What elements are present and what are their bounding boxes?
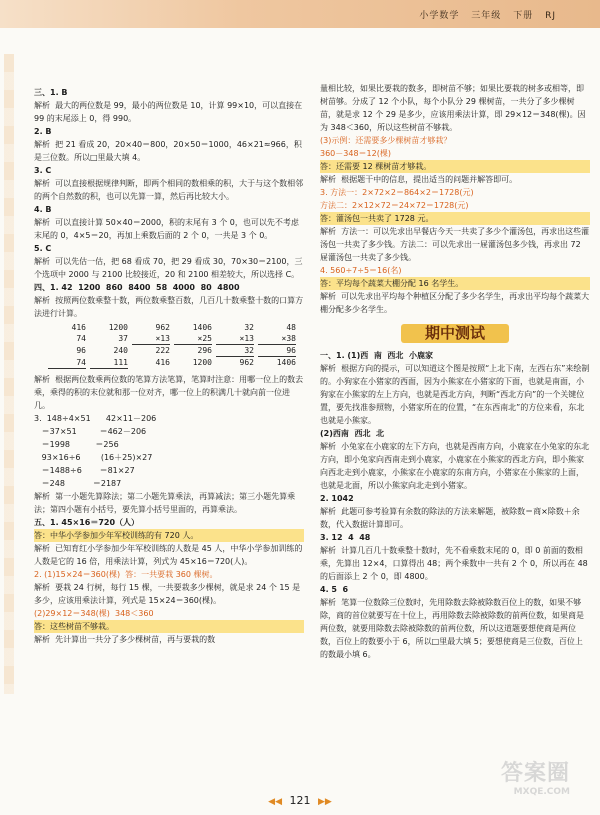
answer-line: 解析 小兔家在小鹿家的左下方向，也就是西南方向，小鹿家在小兔家的东北方向，即小兔家向西南走到小鹿家，小鹿家在小熊家的西北方向，即小熊家向西北走到小鹿家，小熊家在小鹿家的东南方向，小猪家在小熊家的上面，也就是北面，所以小熊家向北走到小猪家。 [320, 442, 590, 490]
answer-line: (2)西南 西北 北 [320, 429, 385, 438]
calc-cell: 240 [113, 346, 128, 355]
header-band [0, 0, 600, 28]
answer-line: 2. (1)15×24＝360(棵) 答：一共要栽 360 棵树。 [34, 570, 218, 579]
calc-cell: 32 [216, 345, 254, 357]
answer-line: 3. C [34, 166, 52, 175]
answer-line: 5. C [34, 244, 52, 253]
answer-line: 解析 笔算一位数除三位数时，先用除数去除被除数百位上的数，如果不够除，商的首位就要写在十位上，再用除数去除被除数的前两位数，如果商是两位数，就要用除数去除被除数的前两位数，所以这道题要想使商是两位数，百位上的数要小于 6，所以□里最大填 5；要想使商是三位数，百位上的数最小填 6。 [320, 598, 584, 659]
header-term: 下册 [513, 11, 534, 21]
answer-line: 解析 计算几百几十数乘整十数时，先不看乘数末尾的 0，即 0 前面的数相乘，先算出 12×4，口算得出 48；两个乘数中一共有 2 个 0，所以再在 48 的后面添上 2 个 0，即 4800。 [320, 546, 591, 581]
answer-line: 2. 1042 [320, 494, 354, 503]
left-column [34, 86, 304, 646]
answer-line: (3)示例：还需要多少棵树苗才够栽？ [320, 136, 452, 145]
answer-line: ＝1998 ＝256 [34, 440, 119, 449]
calc-cell: 74 [76, 334, 86, 343]
answer-line: 解析 根据方向的提示，可以知道这个图是按照“上北下南，左西右东”来绘制的。小狗家在小猪家的西面，因为小熊家在小猪家的下面，也就是南面，小狗家在小熊家的左上方向，也就是西北方向，判断“西北方向”的一个关键位置，要先找准参照物，小猪家所在的位置，“在东西南北”的方位来看，东北也就是小熊家。 [320, 364, 590, 425]
calc-cell: 962 [239, 358, 254, 367]
calc-cell: 96 [258, 345, 296, 357]
calc-cell: 1406 [192, 323, 212, 332]
calc-cell: 1200 [108, 323, 128, 332]
answer-line: 360－348＝12(棵) [320, 149, 391, 158]
calc-cell: 48 [286, 323, 296, 332]
answer-line: 2. B [34, 127, 52, 136]
answer-line: ＝1488÷6 ＝81×27 [34, 466, 135, 475]
calc-cell: 1406 [276, 358, 296, 367]
calc-cell: 296 [197, 346, 212, 355]
calc-cell: ×13 [132, 333, 170, 345]
calc-cell: 32 [244, 323, 254, 332]
right-answers-part2 [320, 349, 590, 661]
header-info [411, 8, 556, 21]
answer-line: 解析 根据两位数乘两位数的笔算方法笔算，笔算时注意：用哪一位上的数去乘，乘得的积的末位就和那一位对齐，哪一位上的积满几十就向前一位进几。 [34, 375, 304, 410]
answer-line: 答：这些树苗不够栽。 [34, 620, 304, 633]
answer-line: 解析 最大的两位数是 99，最小的两位数是 10，计算 99×10，可以直接在 99 的末尾添上 0，得 990。 [34, 101, 305, 123]
calc-cell: 96 [76, 346, 86, 355]
next-arrows-icon[interactable]: ▶▶ [318, 797, 332, 807]
answer-line: 3. 方法一：2×72×2＝864×2＝1728(元) [320, 188, 474, 197]
answer-line: 五、1. 45×16＝720（人） [34, 518, 140, 527]
section-title [320, 324, 590, 343]
watermark-text: 答案圈 [500, 761, 570, 786]
vertical-calculation-grid [48, 322, 304, 369]
watermark-url: MXQE.COM [513, 787, 570, 797]
answer-line: ＝248 ＝2187 [34, 479, 122, 488]
prev-arrows-icon[interactable]: ◀◀ [268, 797, 282, 807]
answer-line: 解析 可以直接根据规律判断，即两个相同的数相乘的积，大于与这个数相邻的两个自然数的积，也可以先算一算，然后再比较大小。 [34, 179, 304, 201]
left-answers-part1 [34, 86, 304, 320]
answer-line: 解析 已知育红小学参加少年军校训练的人数是 45 人，中华小学参加训练的人数是它的 16 倍，用乘法计算，列式为 45×16＝720(人)。 [34, 544, 303, 566]
answer-line: 一、1. (1)西 南 西北 小鹿家 [320, 351, 433, 360]
calc-cell: 416 [155, 358, 170, 367]
answer-line: 解析 先计算出一共分了多少棵树苗，再与要栽的数 [34, 635, 216, 644]
calc-cell: ×13 [216, 333, 254, 345]
calc-cell: ×25 [174, 333, 212, 345]
watermark [501, 756, 570, 797]
answer-line: 量相比较，如果比要栽的数多，即树苗不够；如果比要栽的树多或相等，即树苗够。分成了 12 个小队，每个小队分 29 棵树苗，一共分了多少棵树苗，就是求 12 个 29 是多少，应该用乘法计算，即 29×12＝348(棵)。因为 348＜360，所以这些树苗不够栽。 [320, 84, 586, 132]
answer-line: ＝37×51 ＝462－206 [34, 427, 147, 436]
answer-line: 答：还需要 12 棵树苗才够栽。 [320, 160, 590, 173]
right-column [320, 82, 590, 661]
answer-line: 解析 把 21 看成 20，20×40＝800，20×50＝1000，46×21≈966，积是三位数。所以□里最大填 4。 [34, 140, 302, 162]
answer-line: (2)29×12＝348(棵) 348＜360 [34, 609, 154, 618]
calc-cell: ×38 [258, 333, 296, 345]
answer-line: 93×16÷6 (16＋25)×27 [34, 453, 153, 462]
page-number: 121 [289, 794, 311, 807]
side-decoration [4, 54, 14, 694]
calc-cell: 37 [118, 334, 128, 343]
section-title-text: 期中测试 [401, 324, 509, 343]
answer-line: 答：中华小学参加少年军校训练的有 720 人。 [34, 529, 304, 542]
calc-cell: 74 [48, 357, 86, 369]
answer-line: 答：灌汤包一共卖了 1728 元。 [320, 212, 590, 225]
answer-line: 解析 根据题干中的信息，提出适当的问题并解答即可。 [320, 175, 518, 184]
header-subject: 小学数学 [419, 11, 460, 21]
header-grade: 三年级 [471, 11, 502, 21]
answer-line: 3. 12 4 48 [320, 533, 371, 542]
answer-line: 解析 可以先求出平均每个种植区分配了多少名学生，再求出平均每个蔬菜大棚分配多少名学生。 [320, 292, 590, 314]
calc-cell: 222 [155, 346, 170, 355]
answer-line: 解析 可以直接计算 50×40＝2000，积的末尾有 3 个 0，也可以先不考虑末尾的 0，4×5＝20，再加上乘数后面的 2 个 0，一共是 3 个 0。 [34, 218, 299, 240]
answer-line: 解析 第一小题先算除法；第二小题先算乘法，再算减法；第三小题先算乘法；第四小题有小括号，要先算小括号里面的，再算乘法。 [34, 492, 296, 514]
answer-line: 4. 560÷7÷5＝16(名) [320, 266, 402, 275]
calc-cell: 1200 [192, 358, 212, 367]
answer-line: 4. B [34, 205, 52, 214]
answer-line: 4. 5 6 [320, 585, 349, 594]
answer-line: 解析 此题可参考验算有余数的除法的方法来解题，被除数＝商×除数＋余数，代入数据计算即可。 [320, 507, 580, 529]
answer-line: 解析 要栽 24 行树，每行 15 棵，一共要栽多少棵树，就是求 24 个 15 是多少，应该用乘法计算，列式是 15×24＝360(棵)。 [34, 583, 301, 605]
answer-line: 解析 按照两位数乘整十数，两位数乘整百数，几百几十数乘整十数的口算方法进行计算。 [34, 296, 304, 318]
answer-line: 解析 可以先估一估，把 68 看成 70，把 29 看成 30，70×30＝2100，三个选项中 2000 与 2100 比较接近，20 和 2100 相差较大，所以选择 C。 [34, 257, 303, 279]
calc-cell: 416 [71, 323, 86, 332]
right-answers-part1 [320, 82, 590, 316]
answer-line: 答：平均每个蔬菜大棚分配 16 名学生。 [320, 277, 590, 290]
answer-line: 3. 148÷4×51 42×11－206 [34, 414, 157, 423]
left-answers-part2 [34, 373, 304, 646]
answer-line: 解析 方法一：可以先求出早餐店今天一共卖了多少个灌汤包，再求出这些灌汤包一共卖了多少钱。方法二：可以先求出一屉灌汤包多少钱，再求出 72 屉灌汤包一共卖了多少钱。 [320, 227, 590, 262]
calc-cell: 962 [155, 323, 170, 332]
calc-cell: 111 [90, 357, 128, 369]
header-edition: RJ [545, 11, 556, 21]
answer-line: 方法二：2×12×72＝24×72＝1728(元) [320, 201, 469, 210]
answer-line: 三、1. B [34, 88, 68, 97]
answer-line: 四、1. 42 1200 860 8400 58 4000 80 4800 [34, 283, 240, 292]
